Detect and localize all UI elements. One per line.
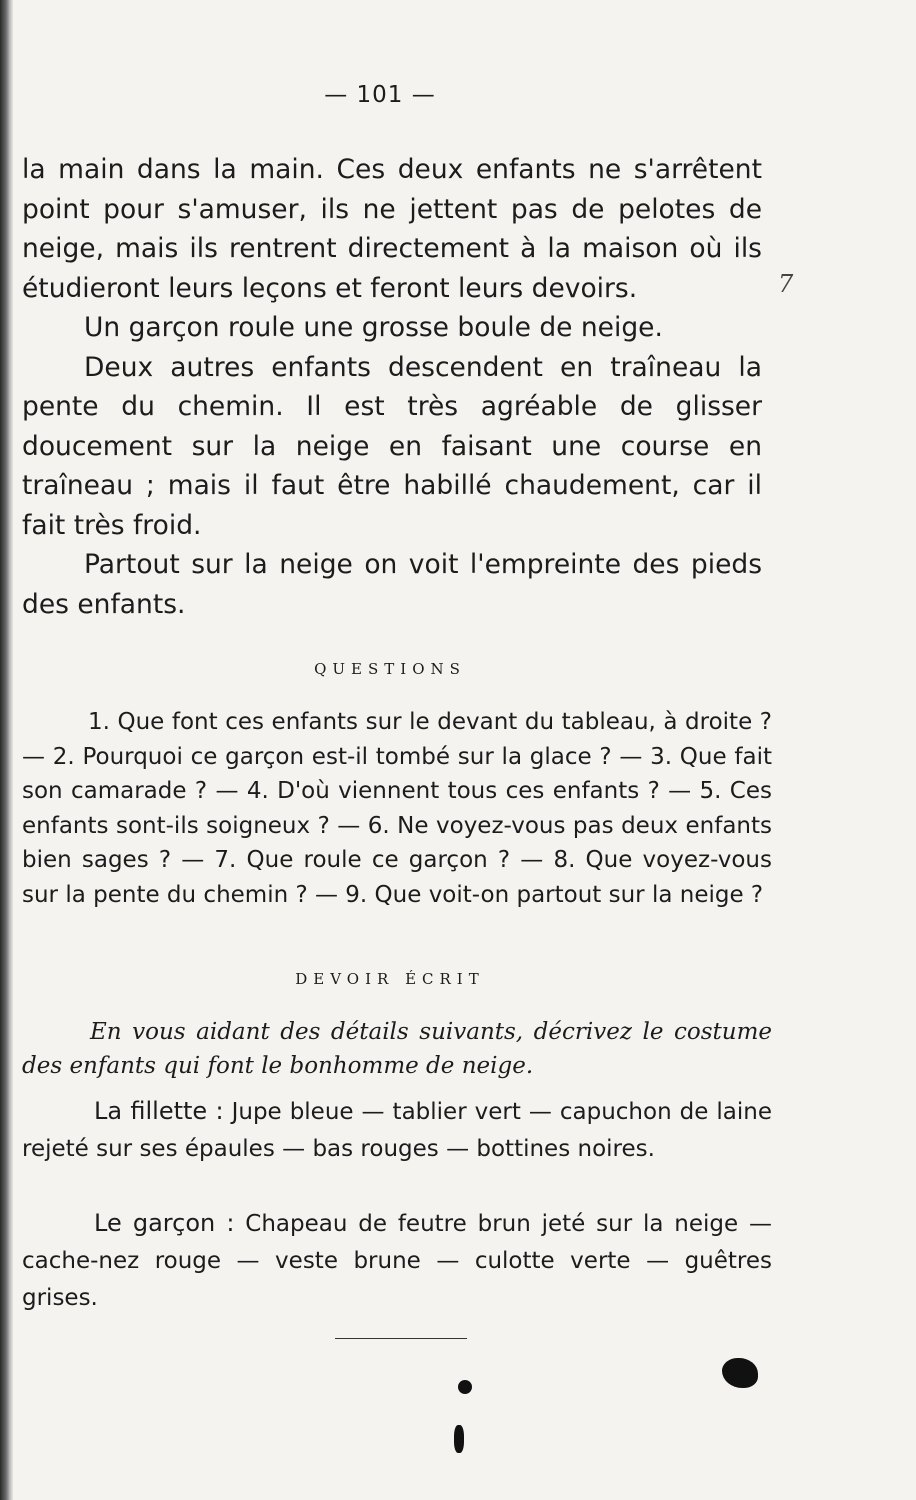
devoir-instruction: En vous aidant des détails suivants, décrivez le costume des enfants qui font le bonhomme de neige. [22,1019,772,1079]
ink-spot [458,1380,472,1394]
questions-block [22,705,772,912]
end-rule [335,1338,467,1339]
questions-heading: QUESTIONS [314,660,466,678]
ink-spot [722,1358,758,1388]
costume-text: Jupe bleue — tablier vert — capuchon de laine rejeté sur ses épaules — bas rouges — bottines noires. [22,1099,772,1162]
devoir-heading: DEVOIR ÉCRIT [295,970,485,988]
book-spine-shadow [0,0,13,1500]
paragraph: Partout sur la neige on voit l'empreinte des pieds des enfants. [22,549,762,620]
ink-spot [454,1425,464,1453]
paragraph: Deux autres enfants descendent en traîneau la pente du chemin. Il est très agréable de glisser doucement sur la neige en faisant une course en traîneau ; mais il faut être habillé chaudement, car il fait très froid. [22,351,762,541]
costume-label: La fillette : [94,1097,224,1125]
costume-item-garcon [22,1205,772,1317]
costume-text: Chapeau de feutre brun jeté sur la neige — cache-nez rouge — veste brune — culotte verte — guêtres grises. [22,1211,772,1311]
questions-text: 1. Que font ces enfants sur le devant du tableau, à droite ? — 2. Pourquoi ce garçon est-il tombé sur la glace ? — 3. Que fait son camarade ? — 4. D'où viennent tous ces enfants ? — 5. Ces enfants sont-ils soigneux ? — 6. Ne voyez-vous pas deux enfants bien sages ? — 7. Que roule ce garçon ? — 8. Que voyez-vous sur la pente du chemin ? — 9. Que voit-on partout sur la neige ? [22,709,772,908]
devoir-instruction-block [22,1015,772,1083]
paragraph: Un garçon roule une grosse boule de neige. [84,312,663,343]
costume-label: Le garçon : [94,1209,235,1237]
body-text [22,150,762,624]
page-number: — 101 — [324,82,436,108]
paragraph: la main dans la main. Ces deux enfants ne s'arrêtent point pour s'amuser, ils ne jettent pas de pelotes de neige, mais ils rentrent directement à la maison où ils étudieront leurs leçons et feront leurs devoirs. [22,154,762,304]
margin-note: 7 [778,270,794,298]
costume-item-fillette [22,1093,772,1168]
